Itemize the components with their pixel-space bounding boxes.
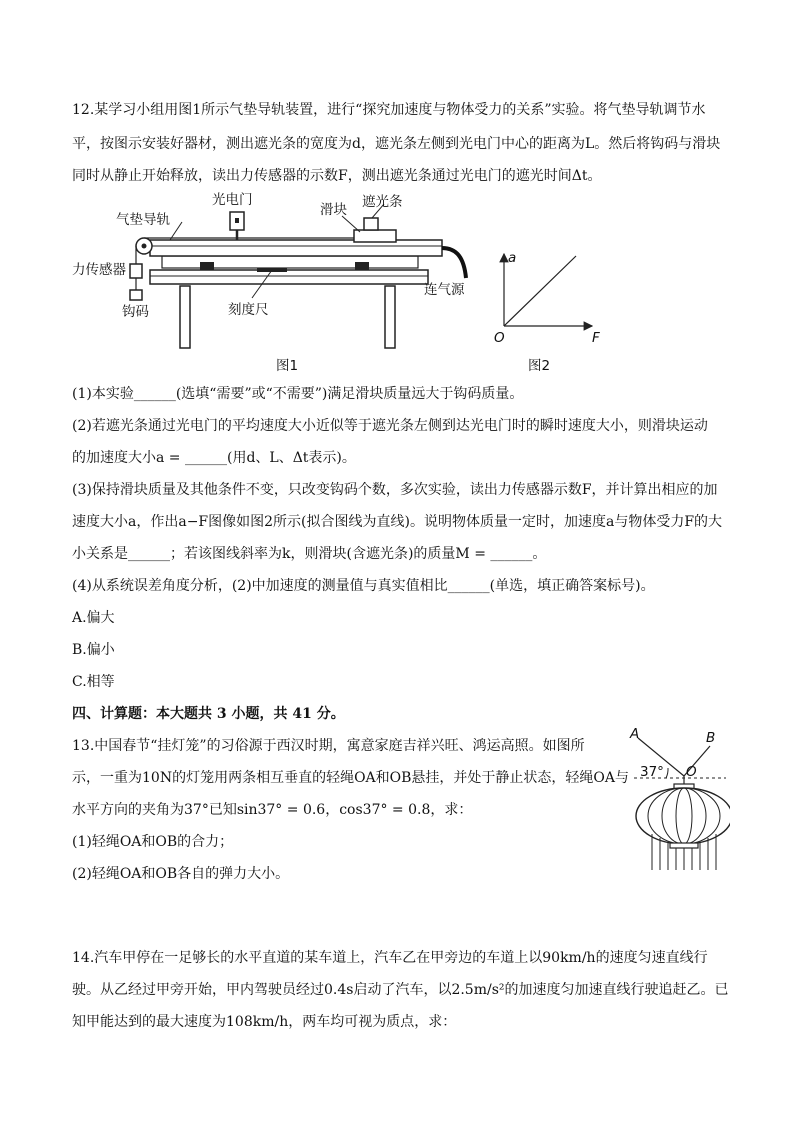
shade-strip — [364, 218, 378, 230]
section-heading-calculation: 四、计算题：本大题共 3 小题，共 41 分。 — [72, 706, 345, 722]
table-leg-left — [180, 286, 190, 348]
figure-2-caption: 图2 — [528, 358, 551, 374]
origin-label: O — [494, 330, 505, 346]
q13-line-3: 水平方向的夹角为37°已知sin37° = 0.6，cos37° = 0.8，求： — [72, 802, 473, 818]
label-shade: 遮光条 — [362, 194, 403, 210]
option-b: B.偏小 — [72, 642, 115, 658]
label-sensor: 力传感器 — [72, 262, 126, 278]
q12-part-4: (4)从系统误差角度分析，(2)中加速度的测量值与真实值相比______(单选，填正确答案标号)。 — [72, 578, 655, 594]
rail-foot-left — [200, 262, 214, 270]
air-track-rail — [150, 240, 442, 256]
q13-line-5: (2)轻绳OA和OB各自的弹力大小。 — [72, 866, 290, 882]
q13-line-4: (1)轻绳OA和OB的合力； — [72, 834, 234, 850]
label-air: 连气源 — [424, 282, 465, 298]
q12-stem-line-3: 同时从静止开始释放，读出力传感器的示数F，测出遮光条通过光电门的遮光时间Δt。 — [72, 168, 602, 184]
fit-line — [504, 256, 576, 326]
label-A: A — [630, 726, 640, 742]
q12-part-1: (1)本实验______(选填“需要”或“不需要”)满足滑块质量远大于钩码质量。 — [72, 386, 524, 402]
hook-weight — [130, 290, 142, 300]
figure-1-caption: 图1 — [276, 358, 299, 374]
option-a: A.偏大 — [72, 610, 115, 626]
label-hook: 钩码 — [122, 304, 149, 320]
q12-stem-line-1: 12.某学习小组用图1所示气垫导轨装置，进行“探究加速度与物体受力的关系”实验。将气垫导轨调节水 — [72, 102, 706, 118]
q14-line-2: 驶。从乙经过甲旁开始，甲内驾驶员经过0.4s启动了汽车，以2.5m/s²的加速度匀加速直线行驶追赶乙。已 — [72, 982, 729, 998]
table-top — [150, 270, 428, 284]
table-leg-right — [385, 286, 395, 348]
q12-part-3-line-2: 速度大小a，作出a−F图像如图2所示(拟合图线为直线)。说明物体质量一定时，加速度a与物体受力F的大 — [72, 514, 723, 530]
figure-lantern — [626, 724, 730, 874]
label-B: B — [706, 730, 716, 746]
label-angle: 37° — [640, 764, 664, 780]
q12-stem-line-2: 平，按图示安装好器材，测出遮光条的宽度为d，遮光条左侧到光电门中心的距离为L。然后将钩码与滑块 — [72, 136, 721, 152]
figure-2-a-F-graph — [486, 248, 616, 376]
label-rail: 气垫导轨 — [116, 212, 170, 228]
y-axis-label: a — [508, 250, 517, 266]
option-c: C.相等 — [72, 674, 115, 690]
q14-line-3: 知甲能达到的最大速度为108km/h，两车均可视为质点，求： — [72, 1014, 457, 1030]
q13-line-2: 示，一重为10N的灯笼用两条相互垂直的轻绳OA和OB悬挂，并处于静止状态，轻绳OA与 — [72, 770, 630, 786]
q14-line-1: 14.汽车甲停在一足够长的水平直道的某车道上，汽车乙在甲旁边的车道上以90km/h的速度匀速直线行 — [72, 950, 708, 966]
q12-part-2-line-2: 的加速度大小a = ______(用d、L、Δt表示)。 — [72, 450, 356, 466]
label-ruler: 刻度尺 — [228, 302, 269, 318]
air-hose — [442, 248, 466, 278]
q12-part-3-line-1: (3)保持滑块质量及其他条件不变，只改变钩码个数，多次实验，读出力传感器示数F，并计算出相应的加 — [72, 482, 718, 498]
q12-part-2-line-1: (2)若遮光条通过光电门的平均速度大小近似等于遮光条左侧到达光电门时的瞬时速度大小，则滑块运动 — [72, 418, 708, 434]
slider — [354, 230, 396, 242]
rail-foot-right — [355, 262, 369, 270]
lantern-base — [670, 843, 698, 848]
force-sensor — [130, 264, 142, 278]
label-photogate: 光电门 — [212, 192, 253, 208]
x-axis-label: F — [592, 330, 600, 346]
q12-part-3-line-3: 小关系是______；若该图线斜率为k，则滑块(含遮光条)的质量M = ______。 — [72, 546, 547, 562]
figure-1-air-track — [72, 186, 482, 376]
label-slider: 滑块 — [320, 202, 347, 218]
label-O: O — [686, 764, 697, 780]
q13-line-1: 13.中国春节“挂灯笼”的习俗源于西汉时期，寓意家庭吉祥兴旺、鸿运高照。如图所 — [72, 738, 585, 754]
